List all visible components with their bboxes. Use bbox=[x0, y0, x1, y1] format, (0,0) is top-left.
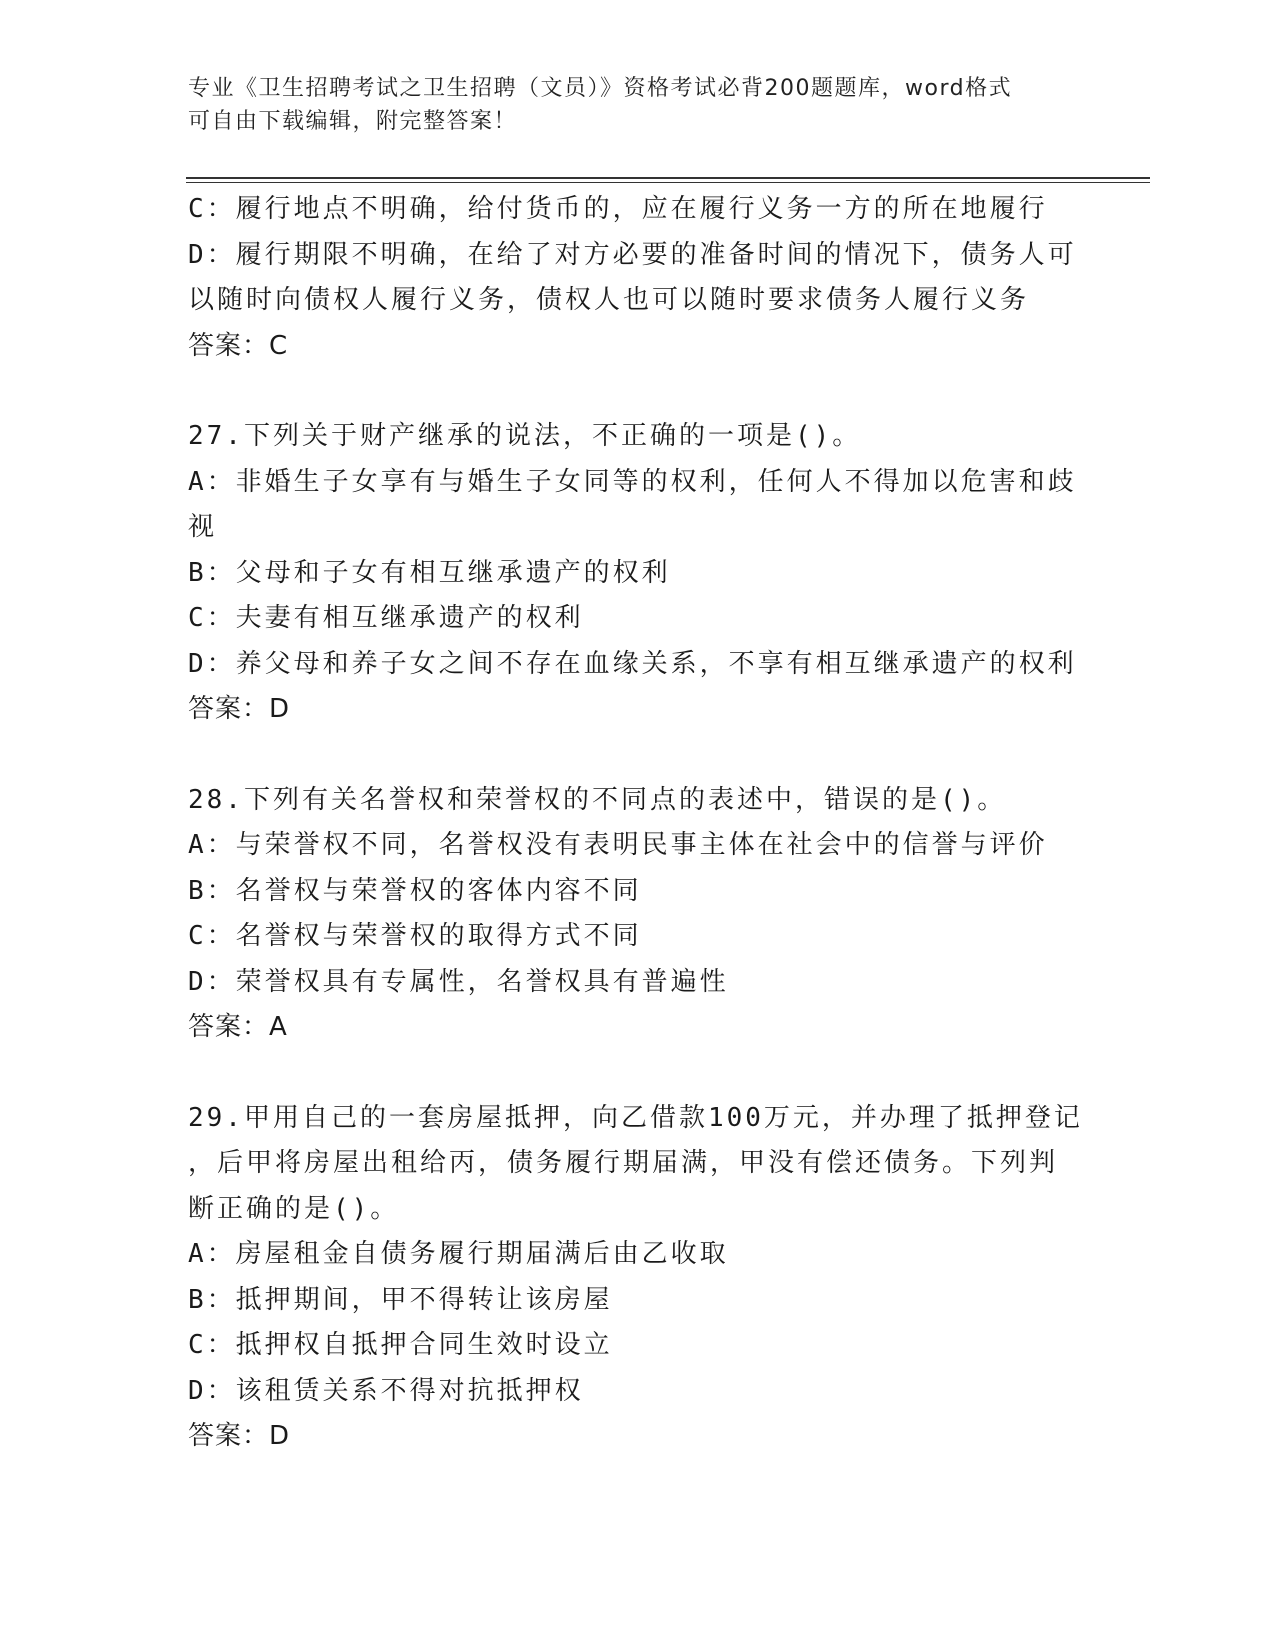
carryover-block bbox=[188, 187, 1088, 369]
option-line: C：抵押权自抵押合同生效时设立 bbox=[188, 1330, 613, 1360]
option-line: A：非婚生子女享有与婚生子女同等的权利，任何人不得加以危害和歧 bbox=[188, 466, 1077, 497]
option-line: C：名誉权与荣誉权的取得方式不同 bbox=[188, 921, 642, 951]
question-28 bbox=[188, 778, 1088, 1051]
question-stem: 29.甲用自己的一套房屋抵押，向乙借款100万元，并办理了抵押登记 bbox=[188, 1102, 1083, 1133]
option-line: A：与荣誉权不同，名誉权没有表明民事主体在社会中的信誉与评价 bbox=[188, 830, 1048, 860]
option-line: 以随时向债权人履行义务，债权人也可以随时要求债务人履行义务 bbox=[188, 285, 1030, 315]
option-line: 视 bbox=[188, 512, 218, 542]
answer-line: 答案：C bbox=[188, 330, 289, 361]
option-line: C：夫妻有相互继承遗产的权利 bbox=[188, 603, 584, 633]
option-line: D：荣誉权具有专属性，名誉权具有普遍性 bbox=[188, 966, 729, 997]
option-line: B：名誉权与荣誉权的客体内容不同 bbox=[188, 875, 642, 906]
option-line: D：养父母和养子女之间不存在血缘关系，不享有相互继承遗产的权利 bbox=[188, 648, 1077, 679]
option-line: D：履行期限不明确，在给了对方必要的准备时间的情况下，债务人可 bbox=[188, 239, 1077, 270]
header-line-1: 专业《卫生招聘考试之卫生招聘（文员）》资格考试必背200题题库，word格式 bbox=[188, 76, 1013, 101]
header-line-2: 可自由下载编辑，附完整答案！ bbox=[188, 109, 518, 134]
question-stem: 断正确的是()。 bbox=[188, 1193, 400, 1224]
option-line: B：抵押期间，甲不得转让该房屋 bbox=[188, 1284, 613, 1315]
answer-line: 答案：D bbox=[188, 1421, 291, 1451]
question-stem: ，后甲将房屋出租给丙，债务履行期届满，甲没有偿还债务。下列判 bbox=[188, 1148, 1059, 1178]
question-stem: 28.下列有关名誉权和荣誉权的不同点的表述中，错误的是()。 bbox=[188, 784, 1007, 815]
option-line: D：该租赁关系不得对抗抵押权 bbox=[188, 1375, 584, 1406]
option-line: B：父母和子女有相互继承遗产的权利 bbox=[188, 557, 671, 588]
option-line: A：房屋租金自债务履行期届满后由乙收取 bbox=[188, 1239, 729, 1269]
answer-line: 答案：D bbox=[188, 694, 291, 724]
page-header bbox=[188, 72, 1088, 138]
question-content bbox=[188, 187, 1088, 1460]
answer-line: 答案：A bbox=[188, 1012, 288, 1042]
question-stem: 27.下列关于财产继承的说法，不正确的一项是()。 bbox=[188, 421, 862, 451]
header-rule-thin bbox=[186, 182, 1150, 183]
header-rule-thick bbox=[186, 177, 1150, 179]
option-line: C：履行地点不明确，给付货币的，应在履行义务一方的所在地履行 bbox=[188, 194, 1048, 224]
question-29 bbox=[188, 1096, 1088, 1460]
question-27 bbox=[188, 414, 1088, 733]
